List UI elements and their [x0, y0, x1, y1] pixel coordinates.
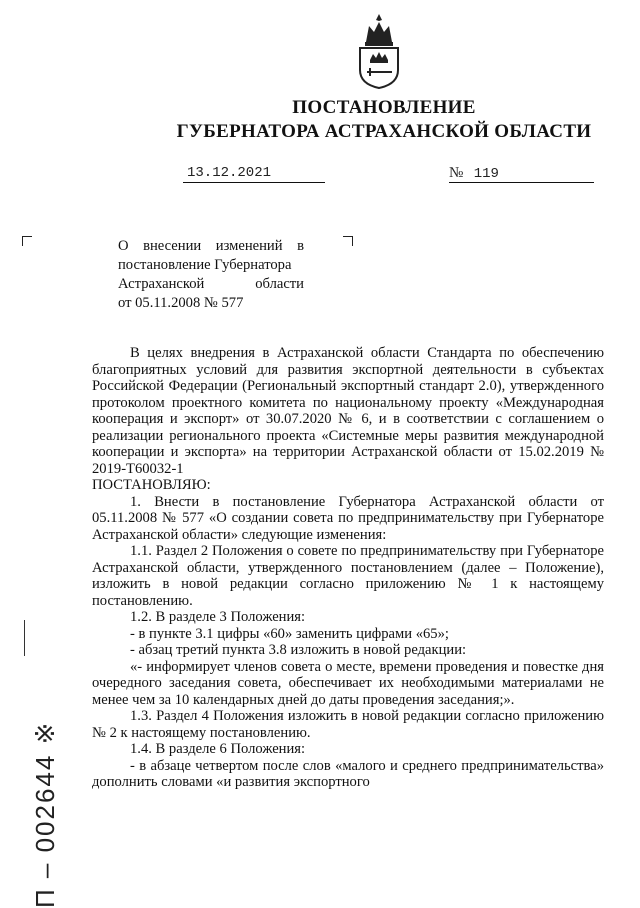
- document-date: 13.12.2021: [187, 165, 272, 181]
- clause-1-2-item: - абзац третий пункта 3.8 изложить в новой редакции:: [130, 642, 467, 658]
- subject-line: Астраханской области: [118, 276, 304, 292]
- corner-mark-left: [22, 236, 32, 246]
- document-body: [92, 345, 604, 791]
- clause-1-4: 1.4. В разделе 6 Положения:: [130, 741, 306, 757]
- margin-stamp: [14, 618, 60, 908]
- clause-1-3: 1.3. Раздел 4 Положения изложить в новой редакции согласно приложению № 2 к настоящему постановлению.: [92, 708, 604, 741]
- clause-1-2: 1.2. В разделе 3 Положения:: [130, 609, 306, 625]
- corner-mark-right: [343, 236, 353, 246]
- subject-line: О внесении изменений в: [118, 238, 304, 254]
- issuer-title: ГУБЕРНАТОРА АСТРАХАНСКОЙ ОБЛАСТИ: [176, 121, 592, 142]
- document-type-title: ПОСТАНОВЛЕНИЕ: [292, 97, 476, 118]
- clause-1: 1. Внести в постановление Губернатора Астраханской области от 05.11.2008 № 577 «О создании совета по предпринимательству при Губернаторе Астраханской области» следующие изменения:: [92, 493, 604, 543]
- registration-stamp-number: П – 002644 ※: [30, 720, 60, 908]
- clause-1-4-item: - в абзаце четвертом после слов «малого и среднего предпринимательства» дополнить словами «и развития экспортного: [92, 757, 604, 790]
- clause-1-2-quote: «- информирует членов совета о месте, времени проведения и повестке дня очередного заседания совета, обеспечивает их необходимыми материалами не менее чем за 10 календарных дней до даты проведения заседания;».: [92, 658, 604, 708]
- preamble-paragraph: В целях внедрения в Астраханской области Стандарта по обеспечению благоприятных условий для развития экспортной деятельности в субъектах Российской Федерации (Региональный экспортный стандарт 2.0), утвержденного протоколом проектного комитета по национальному проекту «Международная кооперация и экспорт» от 30.07.2020 № 6, и в соответствии с соглашением о реализации регионального проекта «Системные меры развития международной кооперации и экспорта» на территории Астраханской области от 15.02.2019 № 2019-Т60032-1: [92, 345, 604, 477]
- document-number-field: [449, 165, 594, 183]
- coat-of-arms-icon: [352, 12, 406, 90]
- subject-line: от 05.11.2008 № 577: [118, 295, 244, 311]
- number-sign-label: №: [449, 165, 464, 181]
- document-subject: [118, 237, 304, 313]
- resolution-word: ПОСТАНОВЛЯЮ:: [92, 477, 211, 493]
- document-number: 119: [473, 166, 499, 182]
- document-date-field: [183, 165, 325, 183]
- subject-line: постановление Губернатора: [118, 257, 292, 273]
- clause-1-1: 1.1. Раздел 2 Положения о совете по предпринимательству при Губернаторе Астраханской области, утвержденного постановлением (далее – Положение), изложить в новой редакции согласно приложению № 1 к настоящему постановлению.: [92, 543, 604, 609]
- clause-1-2-item: - в пункте 3.1 цифры «60» заменить цифрами «65»;: [130, 625, 449, 642]
